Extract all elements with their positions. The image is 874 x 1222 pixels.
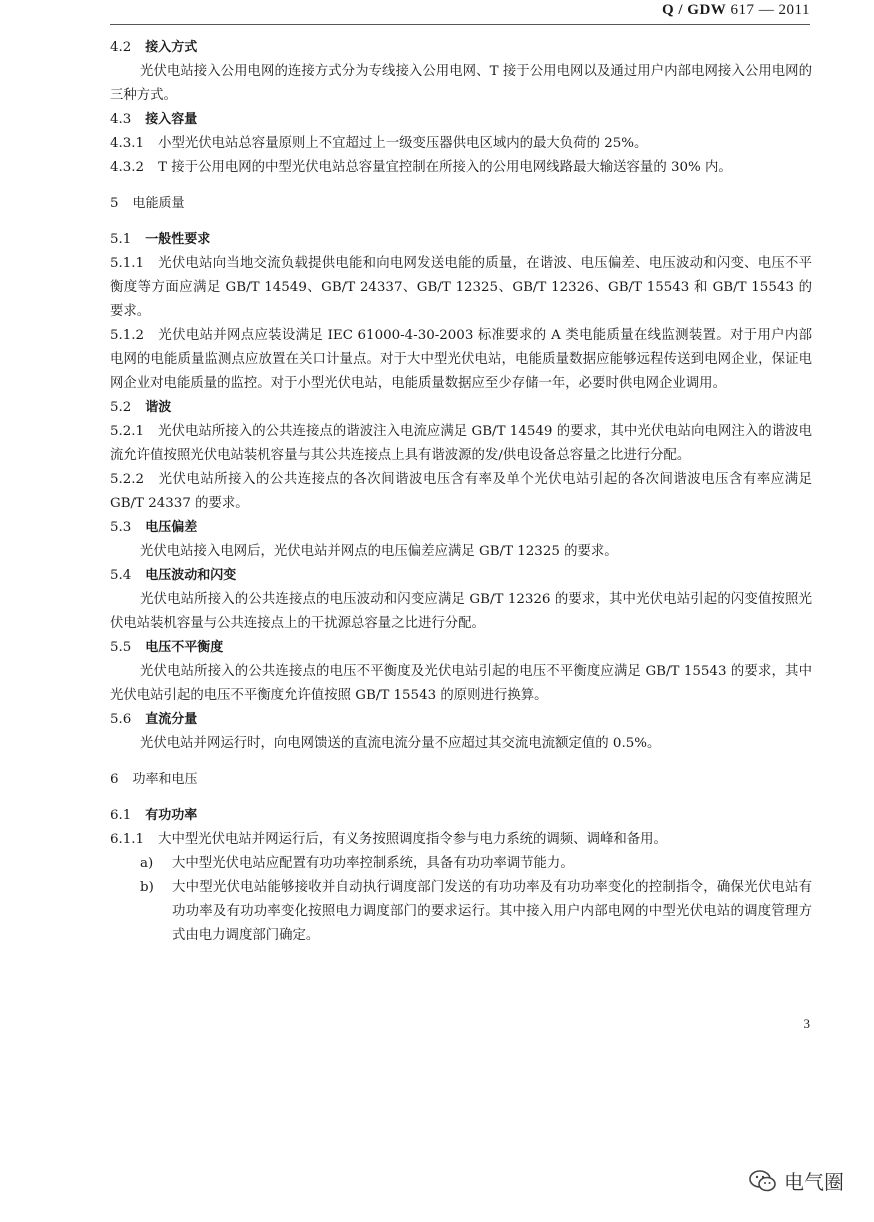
standard-number: 617 — 2011	[730, 2, 810, 18]
heading-number: 5.4	[110, 568, 132, 583]
body-paragraph: 光伏电站接入电网后，光伏电站并网点的电压偏差应满足 GB/T 12325 的要求。	[140, 544, 618, 559]
heading-title: 有功功率	[145, 808, 198, 823]
watermark-text: 电气圈	[784, 1170, 844, 1194]
list-item	[140, 852, 812, 876]
heading-title: 电压不平衡度	[145, 640, 224, 655]
body-paragraph: 光伏电站所接入的公共连接点的电压波动和闪变应满足 GB/T 12326 的要求，其中光伏电站引起的闪变值按照光伏电站装机容量与公共连接点上的干扰源总容量之比进行分配。	[110, 592, 812, 631]
section-heading	[110, 228, 812, 252]
clause-paragraph	[110, 828, 812, 852]
heading-title: 接入方式	[145, 40, 198, 55]
clause-text: 光伏电站所接入的公共连接点的谐波注入电流应满足 GB/T 14549 的要求，其中光伏电站向电网注入的谐波电流允许值按照光伏电站装机容量与其公共连接点上具有谐波源的发/供电设备总容量之比进行分配。	[110, 424, 812, 463]
section-heading	[110, 564, 812, 588]
clause-text: 大中型光伏电站并网运行后，有义务按照调度指令参与电力系统的调频、调峰和备用。	[158, 832, 667, 847]
clause-number: 4.3.2	[110, 160, 145, 175]
heading-title: 电压偏差	[145, 520, 198, 535]
clause-number: 5.1.1	[110, 256, 145, 271]
body-paragraph: 光伏电站并网运行时，向电网馈送的直流电流分量不应超过其交流电流额定值的 0.5%。	[140, 736, 661, 751]
body-paragraph: 光伏电站所接入的公共连接点的电压不平衡度及光伏电站引起的电压不平衡度应满足 GB/T 15543 的要求，其中光伏电站引起的电压不平衡度允许值按照 GB/T 15543 的原则进行换算。	[110, 664, 812, 703]
clause-number: 5.2.2	[110, 472, 145, 487]
clause-paragraph	[110, 252, 812, 324]
list-text: 大中型光伏电站能够接收并自动执行调度部门发送的有功功率及有功功率变化的控制指令，确保光伏电站有功功率及有功功率变化按照电力调度部门的要求运行。其中接入用户内部电网的中型光伏电站的调度管理方式由电力调度部门确定。	[172, 880, 812, 943]
wechat-icon	[748, 1169, 778, 1193]
section-heading	[110, 636, 812, 660]
heading-title: 谐波	[145, 400, 172, 415]
heading-number: 5.1	[110, 232, 132, 247]
page-number: 3	[803, 1016, 810, 1031]
clause-paragraph	[110, 420, 812, 468]
heading-title: 直流分量	[145, 712, 198, 727]
section-heading	[110, 108, 812, 132]
clause-paragraph	[110, 132, 812, 156]
heading-number: 5.5	[110, 640, 132, 655]
clause-paragraph	[110, 324, 812, 396]
heading-number: 4.3	[110, 112, 132, 127]
section-heading	[110, 396, 812, 420]
heading-number: 5.3	[110, 520, 132, 535]
document-header	[662, 2, 810, 19]
heading-number: 6.1	[110, 808, 132, 823]
clause-paragraph	[110, 156, 812, 180]
body-paragraph: 光伏电站接入公用电网的连接方式分为专线接入公用电网、T 接于公用电网以及通过用户内部电网接入公用电网的三种方式。	[110, 64, 812, 103]
list-item	[140, 876, 812, 948]
list-marker: a)	[140, 856, 154, 871]
header-divider	[110, 24, 810, 25]
clause-number: 5.2.1	[110, 424, 145, 439]
heading-title: 一般性要求	[145, 232, 211, 247]
document-body	[110, 36, 812, 948]
chapter-heading	[110, 192, 812, 216]
clause-text: T 接于公用电网的中型光伏电站总容量宜控制在所接入的公用电网线路最大输送容量的 30% 内。	[158, 160, 732, 175]
clause-number: 4.3.1	[110, 136, 145, 151]
section-heading	[110, 516, 812, 540]
heading-number: 5	[110, 196, 119, 211]
clause-text: 光伏电站向当地交流负载提供电能和向电网发送电能的质量，在谐波、电压偏差、电压波动和闪变、电压不平衡度等方面应满足 GB/T 14549、GB/T 24337、GB/T 12325、GB/T 12326、GB/T 15543 和 GB/T 15543 的要求。	[110, 256, 812, 319]
heading-title: 接入容量	[145, 112, 198, 127]
standard-code: Q / GDW	[661, 2, 727, 18]
clause-number: 5.1.2	[110, 328, 145, 343]
heading-title: 功率和电压	[132, 772, 198, 787]
heading-number: 6	[110, 772, 119, 787]
heading-number: 5.2	[110, 400, 132, 415]
heading-title: 电能质量	[132, 196, 185, 211]
section-heading	[110, 804, 812, 828]
heading-title: 电压波动和闪变	[145, 568, 237, 583]
chapter-heading	[110, 768, 812, 792]
watermark	[748, 1166, 844, 1195]
clause-text: 小型光伏电站总容量原则上不宜超过上一级变压器供电区域内的最大负荷的 25%。	[158, 136, 648, 151]
list-text: 大中型光伏电站应配置有功功率控制系统，具备有功功率调节能力。	[172, 856, 574, 871]
list-marker: b)	[140, 880, 154, 895]
clause-number: 6.1.1	[110, 832, 145, 847]
clause-text: 光伏电站并网点应装设满足 IEC 61000-4-30-2003 标准要求的 A 类电能质量在线监测装置。对于用户内部电网的电能质量监测点应放置在关口计量点。对于大中型光伏电站，电能质量数据应能够远程传送到电网企业，保证电网企业对电能质量的监控。对于小型光伏电站，电能质量数据应至少存储一年，必要时供电网企业调用。	[110, 328, 812, 391]
section-heading	[110, 708, 812, 732]
section-heading	[110, 36, 812, 60]
heading-number: 5.6	[110, 712, 132, 727]
heading-number: 4.2	[110, 40, 132, 55]
clause-text: 光伏电站所接入的公共连接点的各次间谐波电压含有率及单个光伏电站引起的各次间谐波电压含有率应满足 GB/T 24337 的要求。	[110, 472, 812, 511]
clause-paragraph	[110, 468, 812, 516]
